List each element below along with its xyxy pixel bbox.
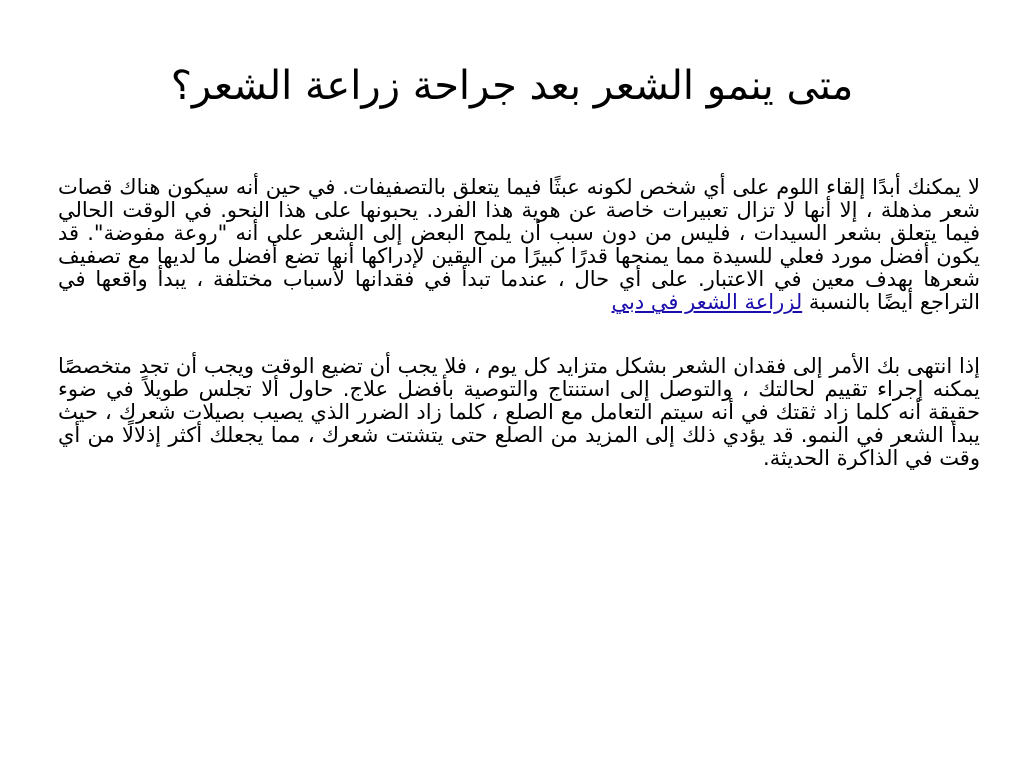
slide-body	[58, 176, 980, 470]
paragraph-2-text: إذا انتهى بك الأمر إلى فقدان الشعر بشكل متزايد كل يوم ، فلا يجب أن تضيع الوقت ويجب أن تجد متخصصًا يمكنه إجراء تقييم لحالتك ، والتوصل إلى استنتاج والتوصية بأفضل علاج. حاول ألا تجلس طويلاً في ضوء حقيقة أنه كلما زاد ثقتك في أنه سيتم التعامل مع الصلع ، كلما زاد الضرر الذي يصيب بصيلات شعرك ، حيث يبدأ الشعر في النمو. قد يؤدي ذلك إلى المزيد من الصلع حتى يتشتت شعرك ، مما يجعلك أكثر إذلالًا من أي وقت في الذاكرة الحديثة.	[58, 353, 980, 470]
paragraph-1	[58, 176, 980, 315]
hair-transplant-dubai-link[interactable]: لزراعة الشعر في دبي	[611, 290, 803, 315]
paragraph-2	[58, 355, 980, 470]
slide-title: متى ينمو الشعر بعد جراحة زراعة الشعر؟	[170, 63, 854, 109]
paragraph-1-text: لا يمكنك أبدًا إلقاء اللوم على أي شخص لكونه عبثًا فيما يتعلق بالتصفيفات. في حين أنه سيكون هناك قصات شعر مذهلة ، إلا أنها لا تزال تعبيرات خاصة عن هوية هذا الفرد. يحبونها على هذا النحو. في الوقت الحالي فيما يتعلق بشعر السيدات ، فليس من دون سبب أن يلمح البعض إلى الشعر على أنه "روعة مفوضة". قد يكون أفضل مورد فعلي للسيدة مما يمنحها قدرًا كبيرًا من اليقين لإدراكها أنها تضع أفضل ما لديها مع تصفيف شعرها بهدف معين في الاعتبار. على أي حال ، عندما تبدأ في فقدانها لأسباب مختلفة ، يبدأ واقعها في التراجع أيضًا بالنسبة	[58, 175, 980, 315]
